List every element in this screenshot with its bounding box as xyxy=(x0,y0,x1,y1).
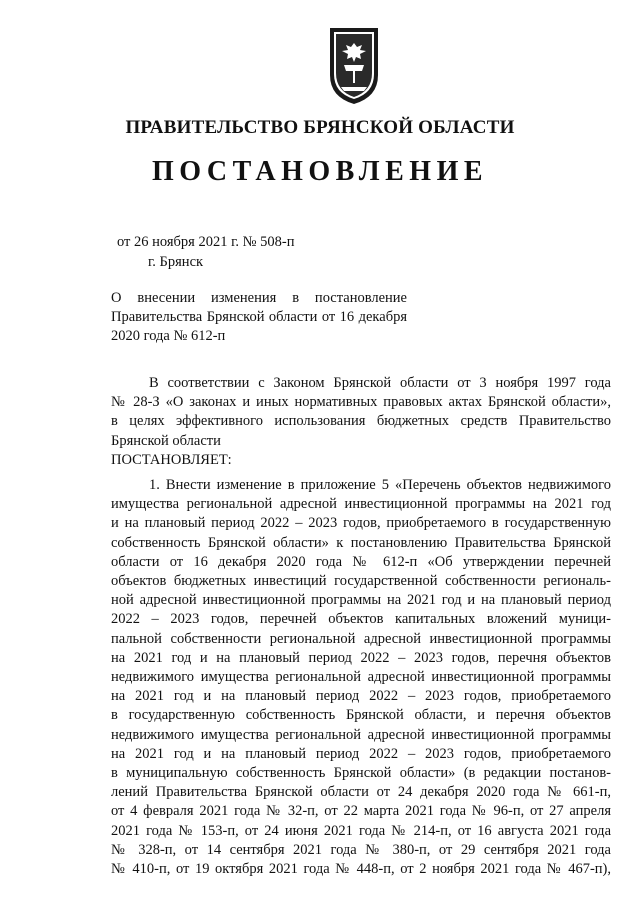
paragraph-line: имущества региональной адресной инвестиционной программы на 2021 год xyxy=(111,496,611,513)
date-number-line: от 26 ноября 2021 г. № 508-п xyxy=(117,234,295,250)
paragraph-line: № 28-З «О законах и иных нормативных правовых актах Брянской области», xyxy=(111,394,611,411)
paragraph-line: в государственную собственность Брянской области, и перечня объектов xyxy=(111,707,611,724)
paragraph-line: в муниципальную собственность Брянской области» (в редакции постанов- xyxy=(111,765,611,782)
paragraph-line: 1. Внести изменение в приложение 5 «Перечень объектов недвижимого xyxy=(149,477,611,493)
paragraph-line: недвижимого имущества региональной адресной инвестиционной программы xyxy=(111,669,611,686)
paragraph-line: 2021 года № 153-п, от 24 июня 2021 года № 214-п, от 16 августа 2021 года xyxy=(111,822,611,839)
paragraph-line: области от 16 декабря 2020 года № 612-п «Об утверждении перечней xyxy=(111,553,611,570)
paragraph-line: пальной собственности региональной адресной инвестиционной программы xyxy=(111,630,611,647)
paragraph-line: на 2021 год и на плановый период 2022 – 2023 годов, приобретаемого xyxy=(111,688,611,705)
document-meta xyxy=(117,232,294,272)
paragraph-line: в целях эффективного использования бюджетных средств Правительство xyxy=(111,413,611,430)
paragraph-line: на 2021 год и на плановый период 2022 – 2023 годов, перечня объектов xyxy=(111,649,611,666)
paragraph-line: ной адресной инвестиционной программы на 2021 год и на плановый период xyxy=(111,592,611,609)
paragraph-line: № 328-п, от 14 сентября 2021 года № 380-п, от 29 сентября 2021 года xyxy=(111,841,611,858)
document-type-title: ПОСТАНОВЛЕНИЕ xyxy=(151,156,489,187)
resolves-heading: ПОСТАНОВЛЯЕТ: xyxy=(111,451,232,468)
document-subject xyxy=(111,289,407,346)
government-name: ПРАВИТЕЛЬСТВО БРЯНСКОЙ ОБЛАСТИ xyxy=(125,117,515,138)
paragraph-line: и на плановый период 2022 – 2023 годов, приобретаемого в государственную xyxy=(111,515,611,532)
paragraph-line: собственность Брянской области» к постановлению Правительства Брянской xyxy=(111,534,611,551)
subject-line: 2020 года № 612-п xyxy=(111,328,226,344)
paragraph-line: Брянской области xyxy=(111,432,221,449)
city-line: г. Брянск xyxy=(148,254,204,270)
paragraph-line: № 410-п, от 19 октября 2021 года № 448-п, от 2 ноября 2021 года № 467-п), xyxy=(111,861,611,878)
item-1-paragraph xyxy=(111,476,611,879)
paragraph-line: от 4 февраля 2021 года № 32-п, от 22 марта 2021 года № 96-п, от 27 апреля xyxy=(111,803,611,820)
paragraph-line: лений Правительства Брянской области от 24 декабря 2020 года № 661-п, xyxy=(111,784,611,801)
paragraph-line: недвижимого имущества региональной адресной инвестиционной программы xyxy=(111,726,611,743)
subject-line: О внесении изменения в постановление xyxy=(111,290,407,306)
paragraph-line: на 2021 год и на плановый период 2022 – 2023 годов, приобретаемого xyxy=(111,745,611,762)
preamble-paragraph xyxy=(111,374,611,470)
paragraph-line: В соответствии с Законом Брянской области от 3 ноября 1997 года xyxy=(149,375,611,391)
coat-of-arms-icon xyxy=(326,25,382,107)
subject-line: Правительства Брянской области от 16 декабря xyxy=(111,309,407,325)
paragraph-line: 2022 – 2023 годов, перечней объектов капитальных вложений муници- xyxy=(111,611,611,628)
paragraph-line: объектов бюджетных инвестиций государственной собственности региональ- xyxy=(111,573,611,590)
